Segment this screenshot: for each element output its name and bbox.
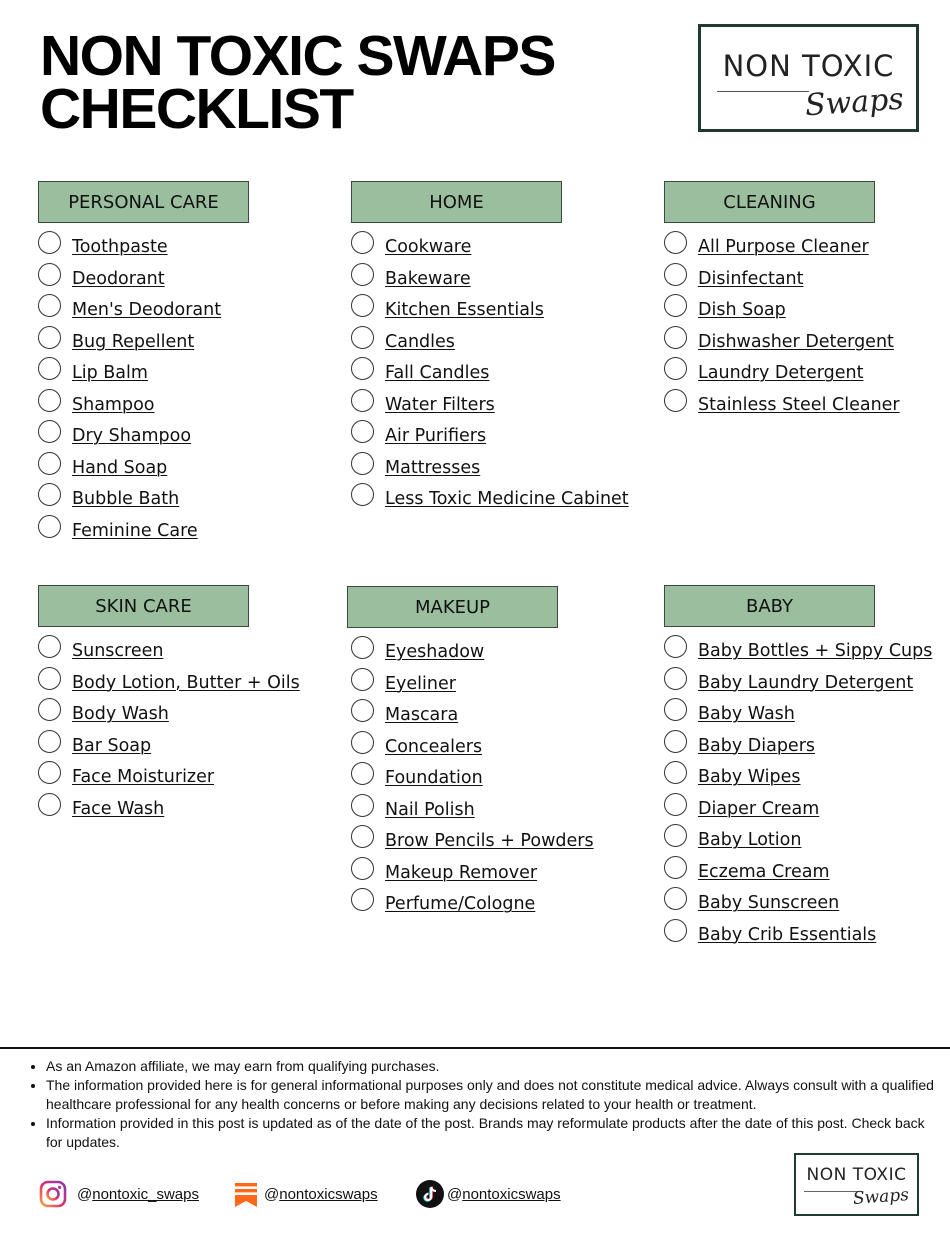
item-link[interactable]: Dry Shampoo: [72, 426, 192, 446]
item-link[interactable]: Eyeshadow: [385, 642, 485, 662]
at-sign: @: [77, 1185, 93, 1203]
item-link[interactable]: Laundry Detergent: [698, 363, 864, 383]
checkbox-circle[interactable]: [351, 888, 374, 911]
at-sign: @: [447, 1185, 463, 1203]
disclaimer-medical: • The information provided here is for general informational purposes only and does not constitute medical advice. Always consult with a qualified healthcare professional for any health concerns or before making any decisions related to your health or treatment.: [46, 1076, 936, 1114]
checklist-item[interactable]: [664, 730, 875, 762]
checklist-item[interactable]: [664, 263, 875, 295]
checklist-item[interactable]: [664, 389, 900, 421]
checklist-item[interactable]: [351, 857, 558, 889]
social-substack[interactable]: [232, 1180, 378, 1208]
item-link[interactable]: Fall Candles: [385, 363, 490, 383]
instagram-handle[interactable]: [77, 1186, 199, 1203]
title-line-1: NON TOXIC SWAPS: [40, 24, 555, 88]
checkbox-circle[interactable]: [664, 326, 687, 349]
checkbox-circle[interactable]: [38, 761, 61, 784]
section-header: PERSONAL CARE: [38, 181, 249, 223]
checkbox-circle[interactable]: [351, 357, 374, 380]
checklist-item[interactable]: [351, 263, 562, 295]
checkbox-circle[interactable]: [38, 483, 61, 506]
checklist-item[interactable]: [664, 667, 914, 699]
item-link[interactable]: Diaper Cream: [698, 798, 820, 819]
item-link[interactable]: Feminine Care: [72, 520, 198, 541]
checkbox-circle[interactable]: [664, 389, 687, 412]
item-link[interactable]: All Purpose Cleaner: [698, 237, 869, 257]
checklist-item[interactable]: [664, 761, 875, 793]
item-link[interactable]: Hand Soap: [72, 457, 168, 478]
checklist-item[interactable]: [664, 793, 875, 825]
checklist-item[interactable]: [664, 698, 875, 730]
item-link[interactable]: Air Purifiers: [385, 426, 487, 446]
checklist: [664, 231, 900, 420]
disclaimer-updates: • Information provided in this post is updated as of the date of the post. Brands may reformulate products after the date of this post. Check back for updates.: [46, 1114, 936, 1152]
item-link[interactable]: Cookware: [385, 237, 472, 257]
item-link[interactable]: Foundation: [385, 768, 483, 788]
checkbox-circle[interactable]: [351, 762, 374, 785]
checkbox-circle[interactable]: [351, 794, 374, 817]
checkbox-circle[interactable]: [351, 699, 374, 722]
handle-text: nontoxicswaps: [279, 1185, 378, 1203]
section-header: HOME: [351, 181, 562, 223]
checklist-item[interactable]: [351, 452, 562, 484]
item-link[interactable]: Bubble Bath: [72, 489, 180, 509]
item-link[interactable]: Dish Soap: [698, 300, 786, 320]
checkbox-circle[interactable]: [664, 263, 687, 286]
item-link[interactable]: Brow Pencils + Powders: [385, 831, 594, 851]
item-link[interactable]: Mattresses: [385, 457, 481, 478]
checklist-item[interactable]: [38, 761, 249, 793]
item-link[interactable]: Men's Deodorant: [72, 300, 222, 320]
checklist-item[interactable]: [351, 420, 562, 452]
item-link[interactable]: Eyeliner: [385, 673, 456, 694]
checklist-item[interactable]: [664, 294, 875, 326]
checklist-item[interactable]: [664, 357, 875, 389]
substack-handle[interactable]: [264, 1186, 378, 1203]
logo-script: Swaps: [852, 1185, 910, 1209]
item-link[interactable]: Kitchen Essentials: [385, 300, 544, 320]
checkbox-circle[interactable]: [351, 483, 374, 506]
item-link[interactable]: Baby Diapers: [698, 735, 816, 756]
checkbox-circle[interactable]: [38, 698, 61, 721]
checkbox-circle[interactable]: [351, 668, 374, 691]
social-tiktok[interactable]: [416, 1180, 561, 1208]
checklist-item[interactable]: [38, 420, 249, 452]
checkbox-circle[interactable]: [664, 887, 687, 910]
checklist-item[interactable]: [38, 515, 249, 547]
checkbox-circle[interactable]: [664, 919, 687, 942]
checklist-item[interactable]: [664, 231, 875, 263]
social-instagram[interactable]: [39, 1180, 199, 1208]
checkbox-circle[interactable]: [38, 326, 61, 349]
checkbox-circle[interactable]: [664, 294, 687, 317]
item-link[interactable]: Less Toxic Medicine Cabinet: [385, 489, 629, 509]
item-link[interactable]: Baby Crib Essentials: [698, 924, 877, 945]
checklist-item[interactable]: [38, 294, 249, 326]
section-home: [351, 181, 629, 515]
item-link[interactable]: Candles: [385, 331, 455, 352]
checklist-item[interactable]: [351, 326, 562, 358]
checklist: [38, 231, 249, 546]
checkbox-circle[interactable]: [664, 667, 687, 690]
item-link[interactable]: Concealers: [385, 736, 483, 757]
checklist-item[interactable]: [38, 326, 249, 358]
checklist: [38, 635, 300, 824]
item-link[interactable]: Nail Polish: [385, 799, 475, 820]
item-link[interactable]: Makeup Remover: [385, 862, 538, 883]
checklist-item[interactable]: [38, 698, 249, 730]
item-link[interactable]: Baby Wipes: [698, 767, 801, 787]
item-link[interactable]: Baby Wash: [698, 704, 795, 724]
item-link[interactable]: Bug Repellent: [72, 331, 195, 352]
checklist-item[interactable]: [38, 667, 300, 699]
checkbox-circle[interactable]: [38, 263, 61, 286]
item-link[interactable]: Mascara: [385, 705, 459, 725]
checkbox-circle[interactable]: [664, 793, 687, 816]
checklist: [664, 635, 933, 950]
item-link[interactable]: Baby Bottles + Sippy Cups: [698, 641, 933, 661]
checkbox-circle[interactable]: [38, 357, 61, 380]
item-link[interactable]: Perfume/Cologne: [385, 894, 536, 914]
item-link[interactable]: Bar Soap: [72, 735, 152, 756]
checklist-item[interactable]: [351, 294, 562, 326]
item-link[interactable]: Stainless Steel Cleaner: [698, 394, 900, 415]
checkbox-circle[interactable]: [664, 730, 687, 753]
checkbox-circle[interactable]: [351, 420, 374, 443]
checklist-item[interactable]: [38, 389, 249, 421]
section-personal-care: [38, 181, 249, 546]
substack-icon: [232, 1180, 260, 1208]
checklist-item[interactable]: [351, 357, 562, 389]
checkbox-circle[interactable]: [664, 357, 687, 380]
checkbox-circle[interactable]: [664, 231, 687, 254]
checkbox-circle[interactable]: [38, 294, 61, 317]
logo-wordmark: NON TOXIC: [806, 1165, 907, 1185]
item-link[interactable]: Disinfectant: [698, 268, 804, 289]
item-link[interactable]: Baby Laundry Detergent: [698, 672, 914, 693]
item-link[interactable]: Toothpaste: [72, 237, 168, 257]
checkbox-circle[interactable]: [664, 824, 687, 847]
checkbox-circle[interactable]: [351, 294, 374, 317]
item-link[interactable]: Lip Balm: [72, 363, 148, 383]
tiktok-handle[interactable]: [447, 1186, 561, 1203]
section-header: SKIN CARE: [38, 585, 249, 627]
item-link[interactable]: Face Wash: [72, 798, 165, 819]
checkbox-circle[interactable]: [351, 231, 374, 254]
logo-script: Swaps: [804, 81, 906, 124]
checkbox-circle[interactable]: [351, 389, 374, 412]
checklist-item[interactable]: [351, 636, 558, 668]
checklist-item[interactable]: [351, 888, 558, 920]
checkbox-circle[interactable]: [38, 667, 61, 690]
checklist: [351, 231, 629, 515]
section-header: BABY: [664, 585, 875, 627]
item-link[interactable]: Face Moisturizer: [72, 767, 215, 787]
handle-text: nontoxic_swaps: [92, 1185, 199, 1203]
checklist-item[interactable]: [351, 668, 558, 700]
item-link[interactable]: Bakeware: [385, 268, 471, 289]
section-header: MAKEUP: [347, 586, 558, 628]
tiktok-icon: [416, 1180, 444, 1208]
item-link[interactable]: Body Wash: [72, 704, 169, 724]
section-cleaning: [664, 181, 900, 420]
brand-logo: [698, 24, 919, 132]
checklist-item[interactable]: [351, 794, 558, 826]
checkbox-circle[interactable]: [351, 825, 374, 848]
disclaimer-affiliate: • As an Amazon affiliate, we may earn from qualifying purchases.: [46, 1057, 936, 1076]
checklist-item[interactable]: [351, 762, 558, 794]
section-makeup: [347, 586, 594, 920]
item-link[interactable]: Deodorant: [72, 268, 165, 289]
checkbox-circle[interactable]: [38, 231, 61, 254]
checklist-item[interactable]: [38, 730, 249, 762]
checkbox-circle[interactable]: [38, 793, 61, 816]
checkbox-circle[interactable]: [351, 452, 374, 475]
checkbox-circle[interactable]: [664, 635, 687, 658]
checkbox-circle[interactable]: [38, 515, 61, 538]
checkbox-circle[interactable]: [38, 452, 61, 475]
title-line-2: CHECKLIST: [40, 77, 353, 141]
checkbox-circle[interactable]: [351, 857, 374, 880]
logo-wordmark: NON TOXIC: [722, 49, 895, 83]
checklist-item[interactable]: [351, 731, 558, 763]
checklist-item[interactable]: [38, 263, 249, 295]
checkbox-circle[interactable]: [38, 635, 61, 658]
handle-text: nontoxicswaps: [462, 1185, 561, 1203]
instagram-icon: [39, 1180, 67, 1208]
checklist-item[interactable]: [351, 389, 562, 421]
checkbox-circle[interactable]: [351, 731, 374, 754]
checkbox-circle[interactable]: [38, 420, 61, 443]
footer-logo: [794, 1153, 919, 1216]
checklist-item[interactable]: [664, 326, 894, 358]
item-link[interactable]: Body Lotion, Butter + Oils: [72, 672, 300, 693]
checkbox-circle[interactable]: [351, 636, 374, 659]
checkbox-circle[interactable]: [38, 389, 61, 412]
checklist-item[interactable]: [38, 231, 249, 263]
at-sign: @: [264, 1185, 280, 1203]
page-title: [40, 24, 555, 141]
item-link[interactable]: Eczema Cream: [698, 861, 830, 882]
item-link[interactable]: Dishwasher Detergent: [698, 331, 894, 352]
checklist-item[interactable]: [664, 887, 875, 919]
checklist-item[interactable]: [351, 699, 558, 731]
checklist-item[interactable]: [351, 483, 629, 515]
checkbox-circle[interactable]: [664, 761, 687, 784]
checklist-item[interactable]: [351, 825, 594, 857]
section-header: CLEANING: [664, 181, 875, 223]
checkbox-circle[interactable]: [664, 698, 687, 721]
checklist-item[interactable]: [664, 856, 875, 888]
checkbox-circle[interactable]: [351, 263, 374, 286]
section-skin-care: [38, 585, 300, 824]
item-link[interactable]: Shampoo: [72, 394, 155, 415]
footer-divider: [0, 1047, 950, 1049]
logo-rule: [804, 1191, 858, 1192]
item-link[interactable]: Sunscreen: [72, 641, 164, 661]
checkbox-circle[interactable]: [351, 326, 374, 349]
checklist-item[interactable]: [38, 635, 249, 667]
checklist-item[interactable]: [38, 452, 249, 484]
checklist-item[interactable]: [38, 357, 249, 389]
checklist-item[interactable]: [38, 793, 249, 825]
item-link[interactable]: Water Filters: [385, 394, 495, 415]
checklist: [351, 636, 594, 920]
section-baby: [664, 585, 933, 950]
checklist-item[interactable]: [351, 231, 562, 263]
item-link[interactable]: Baby Sunscreen: [698, 893, 840, 913]
logo-rule: [717, 91, 809, 92]
checklist-item[interactable]: [38, 483, 249, 515]
checklist-item[interactable]: [664, 824, 875, 856]
checklist-item[interactable]: [664, 919, 875, 951]
item-link[interactable]: Baby Lotion: [698, 830, 802, 850]
checkbox-circle[interactable]: [38, 730, 61, 753]
checkbox-circle[interactable]: [664, 856, 687, 879]
disclaimer-list: [22, 1057, 936, 1152]
checklist-item[interactable]: [664, 635, 933, 667]
